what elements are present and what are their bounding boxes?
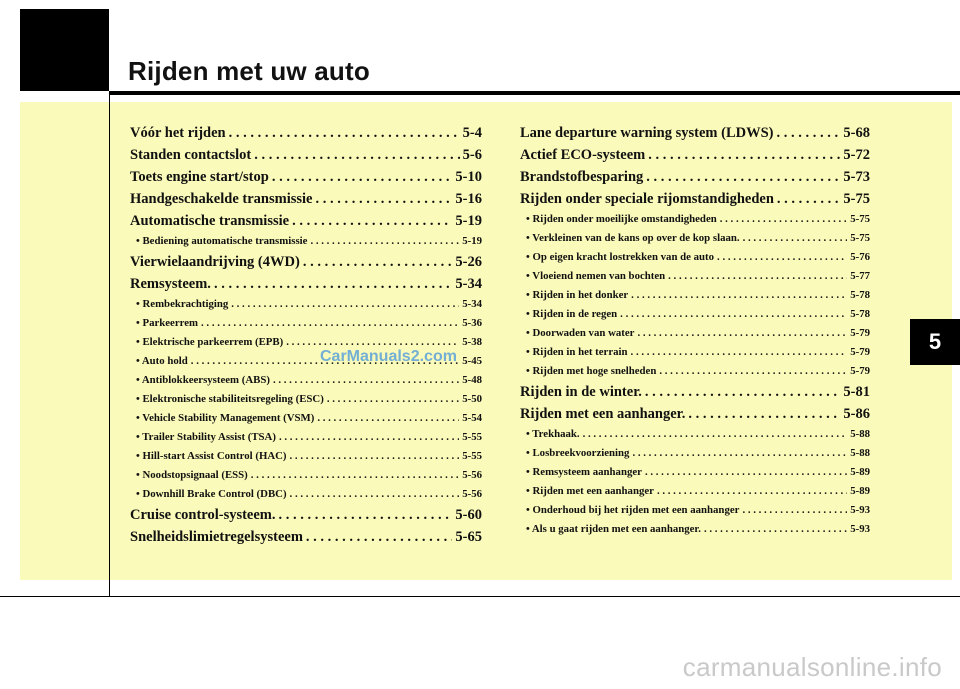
dot-leader [632,444,847,463]
dot-leader [272,166,453,188]
toc-subentry[interactable] [520,286,870,305]
toc-subentry[interactable] [130,466,482,485]
dot-leader [315,188,452,210]
dot-leader [583,425,848,444]
toc-subentry[interactable] [520,229,870,248]
watermark-overlay: CarManuals2.com [320,348,457,365]
toc-entry-label: • Hill-start Assist Control (HAC) [136,450,287,462]
toc-page-number: 5-75 [850,213,870,225]
toc-entry[interactable] [130,188,482,210]
toc-entry[interactable] [520,122,870,144]
footer-watermark: carmanualsonline.info [682,652,942,682]
toc-subentry[interactable] [130,232,482,251]
toc-entry-label: • Elektronische stabiliteitsregeling (ESC) [136,393,324,405]
toc-subentry[interactable] [130,371,482,390]
dot-leader [645,381,840,403]
dot-leader [645,463,847,482]
toc-entry-label: • Trailer Stability Assist (TSA) [136,431,276,443]
toc-subentry[interactable] [130,485,482,504]
toc-entry-label: Cruise control-systeem. [130,507,276,523]
toc-entry-label: • Rijden onder moeilijke omstandigheden [526,213,717,225]
dot-leader [306,526,453,548]
toc-page-number: 5-56 [462,488,482,500]
dot-leader [631,343,848,362]
dot-leader [657,482,847,501]
dot-leader [229,122,460,144]
toc-page-number: 5-81 [843,384,870,400]
toc-subentry[interactable] [520,501,870,520]
toc-page-number: 5-72 [843,147,870,163]
dot-leader [251,466,459,485]
toc-subentry[interactable] [520,324,870,343]
toc-entry[interactable] [130,210,482,232]
toc-subentry[interactable] [130,447,482,466]
toc-subentry[interactable] [520,248,870,267]
toc-page-number: 5-88 [850,428,870,440]
toc-entry-label: Automatische transmissie [130,213,290,229]
toc-entry-label: • Noodstopsignaal (ESS) [136,469,248,481]
chapter-block [20,9,109,91]
toc-entry-label: • Rijden in het donker [526,289,629,301]
toc-entry-label: • Rijden in het terrain [526,346,628,358]
toc-subentry[interactable] [130,295,482,314]
toc-page-number: 5-89 [850,485,870,497]
dot-leader [659,362,847,381]
bottom-rule [0,596,960,597]
toc-entry-label: • Rijden met hoge snelheden [526,365,657,377]
toc-entry-label: Vierwielaandrijving (4WD) [130,254,300,270]
toc-page-number: 5-36 [462,317,482,329]
dot-leader [742,501,847,520]
toc-page-number: 5-56 [462,469,482,481]
toc-left-column [130,122,482,548]
dot-leader [273,371,459,390]
toc-subentry[interactable] [520,444,870,463]
dot-leader [317,409,459,428]
section-tab[interactable]: 5 [910,319,960,365]
dot-leader [717,248,847,267]
toc-entry-label: Standen contactslot [130,147,252,163]
toc-subentry[interactable] [130,428,482,447]
toc-subentry[interactable] [520,425,870,444]
toc-page-number: 5-79 [850,365,870,377]
toc-entry-label: • Rijden met een aanhanger [526,485,654,497]
toc-entry[interactable] [130,144,482,166]
toc-entry-label: • Rijden in de regen [526,308,618,320]
toc-subentry[interactable] [520,520,870,539]
toc-page-number: 5-34 [462,298,482,310]
toc-entry-label: Rijden in de winter. [520,384,642,400]
page-title: Rijden met uw auto [128,56,370,86]
toc-page-number: 5-4 [462,125,482,141]
toc-entry-label: • Losbreekvoorziening [526,447,630,459]
dot-leader [720,210,847,229]
toc-page-number: 5-6 [462,147,482,163]
dot-leader [279,504,453,526]
toc-page-number: 5-65 [455,529,482,545]
toc-entry-label: • Vloeiend nemen van bochten [526,270,666,282]
toc-entry-label: • Op eigen kracht lostrekken van de auto [526,251,715,263]
dot-leader [201,314,459,333]
toc-page-number: 5-76 [850,251,870,263]
dot-leader [231,295,459,314]
toc-entry-label: • Doorwaden van water [526,327,635,339]
toc-entry-label: • Elektrische parkeerrem (EPB) [136,336,284,348]
toc-page-number: 5-16 [455,191,482,207]
title-rule [109,91,960,95]
toc-entry-label: • Verkleinen van de kans op over de kop slaan. [526,232,740,244]
toc-entry-label: • Antiblokkeersysteem (ABS) [136,374,270,386]
dot-leader [637,324,847,343]
toc-page-number: 5-93 [850,523,870,535]
toc-entry-label: Toets engine start/stop [130,169,269,185]
dot-leader [620,305,847,324]
toc-subentry[interactable] [130,314,482,333]
dot-leader [290,447,460,466]
toc-subentry[interactable] [520,343,870,362]
toc-page-number: 5-34 [455,276,482,292]
toc-page-number: 5-10 [455,169,482,185]
dot-leader [704,520,847,539]
dot-leader [292,210,452,232]
toc-entry[interactable] [130,504,482,526]
toc-page-number: 5-75 [843,191,870,207]
toc-entry[interactable] [130,166,482,188]
dot-leader [776,122,840,144]
toc-page-number: 5-48 [462,374,482,386]
dot-leader [743,229,848,248]
toc-entry[interactable] [130,251,482,273]
toc-entry-label: • Bediening automatische transmissie [136,235,308,247]
toc-page-number: 5-89 [850,466,870,478]
dot-leader [214,273,452,295]
toc-entry-label: Lane departure warning system (LDWS) [520,125,774,141]
toc-page-number: 5-68 [843,125,870,141]
dot-leader [631,286,847,305]
dot-leader [777,188,841,210]
toc-page-number: 5-77 [850,270,870,282]
toc-page-number: 5-38 [462,336,482,348]
toc-entry-label: Brandstofbesparing [520,169,644,185]
dot-leader [290,485,460,504]
toc-entry-label: Rijden onder speciale rijomstandigheden [520,191,774,207]
toc-page-number: 5-78 [850,308,870,320]
margin-line [109,91,110,596]
dot-leader [688,403,840,425]
toc-entry-label: • Rembekrachtiging [136,298,229,310]
toc-page-number: 5-60 [455,507,482,523]
toc-page-number: 5-55 [462,431,482,443]
dot-leader [254,144,459,166]
toc-entry[interactable] [520,144,870,166]
toc-page-number: 5-26 [455,254,482,270]
toc-entry-label: • Downhill Brake Control (DBC) [136,488,287,500]
toc-entry[interactable] [130,122,482,144]
toc-subentry[interactable] [520,267,870,286]
toc-entry[interactable] [130,273,482,295]
toc-subentry[interactable] [520,463,870,482]
toc-subentry[interactable] [520,210,870,229]
toc-page-number: 5-45 [462,355,482,367]
toc-subentry[interactable] [520,362,870,381]
toc-entry-label: • Onderhoud bij het rijden met een aanhanger [526,504,740,516]
toc-page-number: 5-86 [843,406,870,422]
toc-entry[interactable] [130,526,482,548]
toc-page-number: 5-88 [850,447,870,459]
toc-page-number: 5-79 [850,327,870,339]
toc-page-number: 5-19 [455,213,482,229]
dot-leader [668,267,847,286]
toc-entry-label: Rijden met een aanhanger. [520,406,686,422]
dot-leader [646,166,840,188]
toc-entry-label: • Remsysteem aanhanger [526,466,642,478]
toc-page-number: 5-55 [462,450,482,462]
toc-page-number: 5-75 [850,232,870,244]
toc-entry[interactable] [520,188,870,210]
dot-leader [310,232,459,251]
dot-leader [279,428,459,447]
toc-entry[interactable] [520,403,870,425]
toc-page-number: 5-50 [462,393,482,405]
toc-entry-label: • Parkeerrem [136,317,199,329]
toc-page-number: 5-93 [850,504,870,516]
toc-page-number: 5-73 [843,169,870,185]
toc-entry-label: • Vehicle Stability Management (VSM) [136,412,315,424]
toc-entry-label: Actief ECO-systeem [520,147,646,163]
dot-leader [648,144,840,166]
toc-subentry[interactable] [130,409,482,428]
toc-page-number: 5-79 [850,346,870,358]
toc-subentry[interactable] [520,482,870,501]
toc-page-number: 5-54 [462,412,482,424]
toc-entry-label: Handgeschakelde transmissie [130,191,313,207]
toc-page-number: 5-19 [462,235,482,247]
toc-entry-label: • Auto hold [136,355,188,367]
toc-entry[interactable] [520,381,870,403]
toc-entry-label: Snelheidslimietregelsysteem [130,529,303,545]
toc-entry-label: • Trekhaak. [526,428,580,440]
toc-page-number: 5-78 [850,289,870,301]
toc-entry-label: Vóór het rijden [130,125,226,141]
toc-entry-label: • Als u gaat rijden met een aanhanger. [526,523,701,535]
toc-entry-label: Remsysteem. [130,276,211,292]
dot-leader [327,390,459,409]
toc-right-column [520,122,870,539]
dot-leader [303,251,453,273]
toc-entry[interactable] [520,166,870,188]
toc-subentry[interactable] [520,305,870,324]
toc-subentry[interactable] [130,390,482,409]
